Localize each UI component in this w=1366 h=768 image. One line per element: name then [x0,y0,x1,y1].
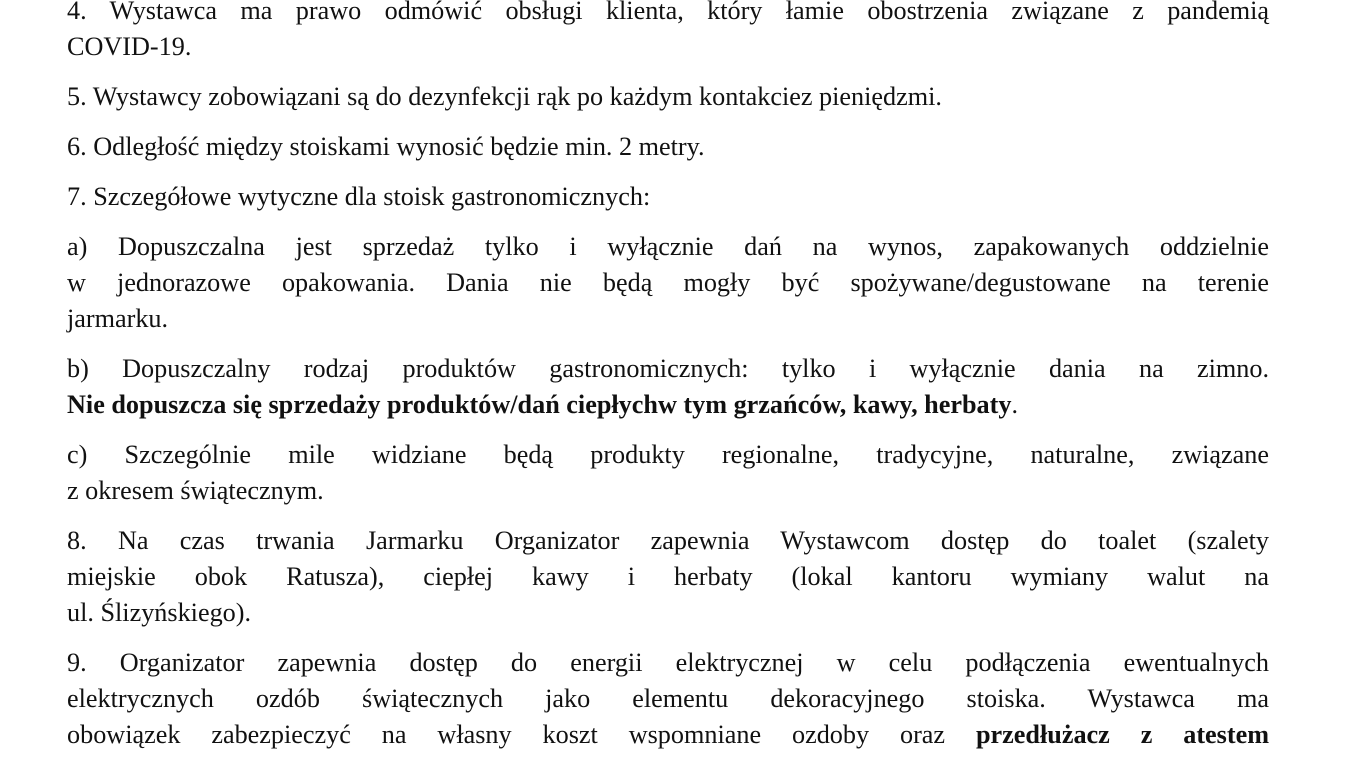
paragraph-line: 9. Organizator zapewnia dostęp do energii elektrycznej w celu podłączenia ewentualnych [67,648,1269,677]
paragraph-8 [67,523,1269,631]
paragraph-line: 8. Na czas trwania Jarmarku Organizator zapewnia Wystawcom dostęp do toalet (szalety [67,526,1269,555]
paragraph-line: 4. Wystawca ma prawo odmówić obsługi klienta, który łamie obostrzenia związane z pandemią [67,0,1269,25]
paragraph-line: a) Dopuszczalna jest sprzedaż tylko i wyłącznie dań na wynos, zapakowanych oddzielnie [67,232,1269,261]
bold-text: przedłużacz z atestem [975,720,1270,749]
paragraph-line: COVID-19. [67,32,192,61]
paragraph-5 [67,79,1269,115]
paragraph-line: elektrycznych ozdób świątecznych jako elementu dekoracyjnego stoiska. Wystawca ma [67,684,1269,713]
paragraph-line-emphasis [67,717,1269,753]
paragraph-line: 5. Wystawcy zobowiązani są do dezynfekcji rąk po każdym kontakciez pieniędzmi. [67,82,942,111]
paragraph-line: 7. Szczegółowe wytyczne dla stoisk gastronomicznych: [67,182,651,211]
paragraph-line-emphasis [67,387,1269,423]
paragraph-7b [67,351,1269,423]
paragraph-line: b) Dopuszczalny rodzaj produktów gastronomicznych: tylko i wyłącznie dania na zimno. [67,354,1269,383]
paragraph-line: w jednorazowe opakowania. Dania nie będą mogły być spożywane/degustowane na terenie [67,268,1269,297]
paragraph-line: miejskie obok Ratusza), ciepłej kawy i herbaty (lokal kantoru wymiany walut na [67,562,1269,591]
bold-text: Nie dopuszcza się sprzedaży produktów/dań ciepłychw tym grzańców, kawy, herbaty [67,390,1012,419]
paragraph-6 [67,129,1269,165]
paragraph-line: 6. Odległość między stoiskami wynosić będzie min. 2 metry. [67,132,705,161]
paragraph-line: c) Szczególnie mile widziane będą produkty regionalne, tradycyjne, naturalne, związane [67,440,1269,469]
paragraph-9 [67,645,1269,753]
paragraph-4 [67,0,1269,65]
document-body [67,0,1269,767]
paragraph-line: z okresem świątecznym. [67,476,324,505]
paragraph-line: ul. Ślizyńskiego). [67,598,252,627]
paragraph-line: jarmarku. [67,304,169,333]
regular-text: obowiązek zabezpieczyć na własny koszt wspomniane ozdoby oraz [67,720,946,749]
trailing-punctuation: . [1011,390,1018,419]
paragraph-7 [67,179,1269,215]
paragraph-7a [67,229,1269,337]
paragraph-7c [67,437,1269,509]
